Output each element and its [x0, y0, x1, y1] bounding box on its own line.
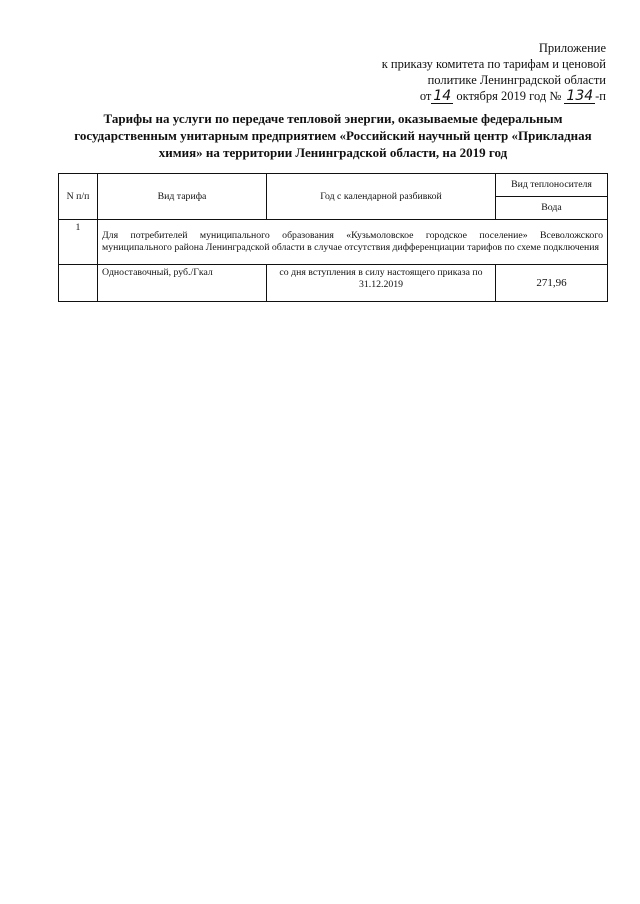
- appendix-number-handwritten: 134: [566, 88, 594, 104]
- row-value: 271,96: [496, 265, 608, 302]
- appendix-date-line: [330, 88, 606, 104]
- appendix-from: от: [419, 89, 432, 103]
- row-period: со дня вступления в силу настоящего приказа по 31.12.2019: [267, 265, 496, 302]
- header-water: Вода: [496, 197, 608, 220]
- appendix-date-text: октября 2019 год №: [456, 89, 562, 103]
- appendix-header: [330, 40, 606, 104]
- header-num: N п/п: [59, 174, 98, 220]
- header-carrier: Вид теплоносителя: [496, 174, 608, 197]
- table-row: [59, 265, 608, 302]
- appendix-committee: политике Ленинградской области: [427, 73, 606, 87]
- table-group-row: [59, 220, 608, 265]
- header-year: Год с календарной разбивкой: [267, 174, 496, 220]
- appendix-title: Приложение: [538, 41, 606, 55]
- group-description: Для потребителей муниципального образования «Кузьмоловское городское поселение» Всеволожского муниципального района Ленинградской области в случае отсутствия дифференциации тарифов по схеме подключения: [98, 220, 608, 265]
- tariff-table: [58, 173, 608, 302]
- group-num: 1: [59, 220, 98, 265]
- header-tariff-type: Вид тарифа: [98, 174, 267, 220]
- title-line-1: Тарифы на услуги по передаче тепловой энергии, оказываемые федеральным: [103, 111, 563, 126]
- appendix-order-ref: к приказу комитета по тарифам и ценовой: [381, 57, 606, 71]
- table-header-row: [59, 174, 608, 197]
- document-title: [56, 110, 610, 161]
- row-empty-cell: [59, 265, 98, 302]
- appendix-suffix: -п: [595, 89, 606, 103]
- row-tariff-type: Одноставочный, руб./Гкал: [98, 265, 267, 302]
- appendix-day-handwritten: 14: [433, 88, 452, 104]
- title-line-3: химия» на территории Ленинградской области, на 2019 год: [158, 145, 508, 160]
- title-line-2: государственным унитарным предприятием «Российский научный центр «Прикладная: [74, 128, 592, 143]
